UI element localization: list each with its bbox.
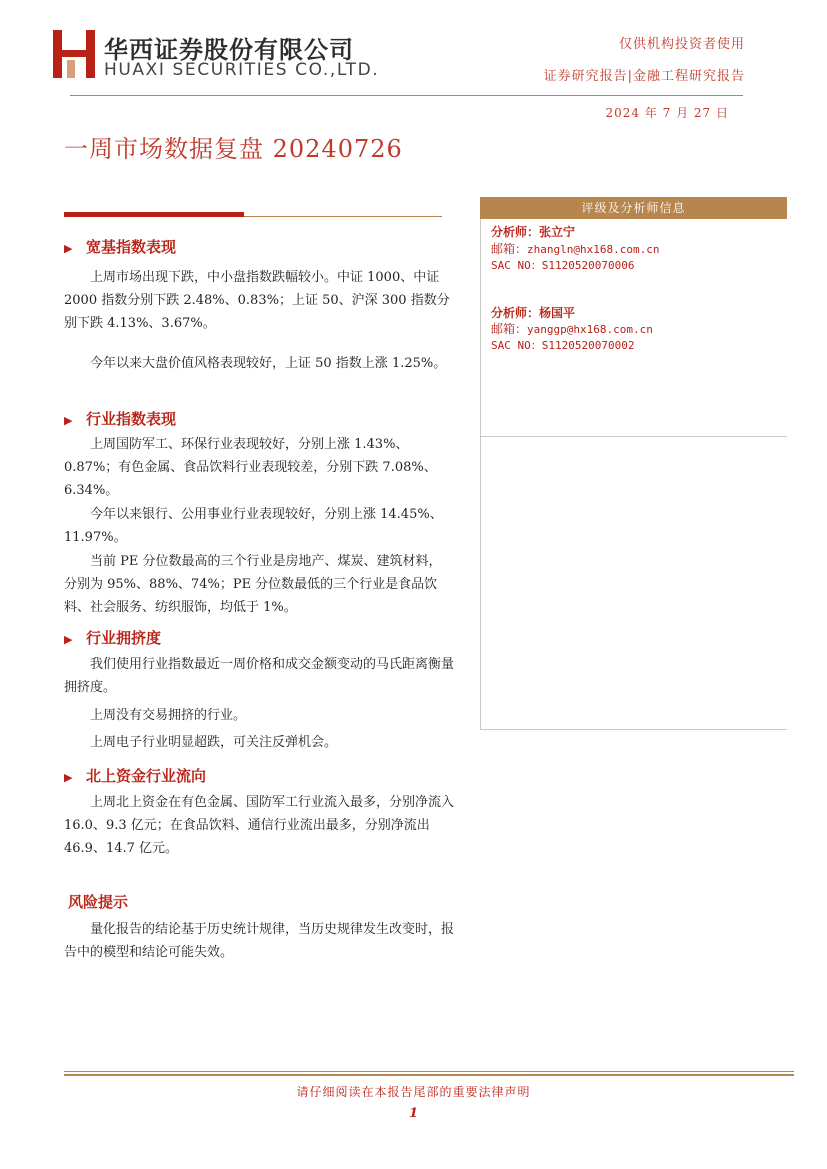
title-divider-thick	[64, 212, 244, 217]
report-type: 证券研究报告|金融工程研究报告	[543, 69, 745, 84]
report-date: 2024 年 7 月 27 日	[605, 106, 729, 120]
triangle-bullet-icon: ▶	[64, 633, 73, 646]
sidebar-bottom-border	[480, 729, 787, 730]
section-heading: ▶ 宽基指数表现	[64, 238, 177, 256]
section-heading: ▶ 北上资金行业流向	[64, 767, 207, 785]
triangle-bullet-icon: ▶	[64, 414, 73, 427]
paragraph: 今年以来大盘价值风格表现较好，上证 50 指数上涨 1.25%。	[90, 356, 447, 371]
page-number: 1	[408, 1106, 419, 1121]
section-heading: ▶ 行业指数表现	[64, 410, 177, 428]
analyst-email: 邮箱：zhangln@hx168.com.cn	[491, 242, 660, 256]
analyst-sac: SAC NO：S1120520070002	[491, 339, 635, 352]
analyst-email: 邮箱：yanggp@hx168.com.cn	[491, 322, 653, 336]
paragraph: 我们使用行业指数最近一周价格和成交金额变动的马氏距离衡量拥挤度。	[64, 657, 455, 695]
analyst-name: 分析师：杨国平	[491, 306, 576, 320]
audience-note: 仅供机构投资者使用	[618, 37, 745, 52]
footer-divider-thin	[64, 1071, 794, 1072]
huaxi-logo-icon	[53, 30, 95, 78]
paragraph: 上周市场出现下跌，中小盘指数跌幅较小。中证 1000、中证 2000 指数分别下跌 2.48%、0.83%；上证 50、沪深 300 指数分别下跌 4.13%、3.67%。	[64, 270, 450, 331]
company-name-cn: 华西证券股份有限公司	[104, 36, 354, 64]
paragraph: 今年以来银行、公用事业行业表现较好，分别上涨 14.45%、11.97%。	[64, 507, 443, 545]
triangle-bullet-icon: ▶	[64, 242, 73, 255]
sidebar-divider	[480, 436, 787, 437]
analyst-email-link[interactable]: yanggp@hx168.com.cn	[527, 323, 653, 336]
section-heading: ▶ 行业拥挤度	[64, 629, 162, 647]
sidebar-left-border	[480, 219, 481, 729]
title-divider-thin	[244, 216, 442, 217]
paragraph: 上周没有交易拥挤的行业。	[90, 708, 247, 723]
risk-paragraph: 量化报告的结论基于历史统计规律，当历史规律发生改变时，报告中的模型和结论可能失效。	[64, 922, 455, 960]
footer-legal-note: 请仔细阅读在本报告尾部的重要法律声明	[296, 1085, 531, 1099]
paragraph: 上周北上资金在有色金属、国防军工行业流入最多，分别净流入 16.0、9.3 亿元；在食品饮料、通信行业流出最多，分别净流出 46.9、14.7 亿元。	[64, 795, 455, 856]
footer-divider-thick	[64, 1074, 794, 1076]
paragraph: 当前 PE 分位数最高的三个行业是房地产、煤炭、建筑材料，分别为 95%、88%、74%；PE 分位数最低的三个行业是食品饮料、社会服务、纺织服饰，均低于 1%。	[64, 554, 442, 615]
risk-heading: 风险提示	[68, 893, 129, 911]
sidebar-header: 评级及分析师信息	[480, 198, 787, 219]
paragraph: 上周电子行业明显超跌，可关注反弹机会。	[90, 735, 338, 750]
analyst-sac: SAC NO：S1120520070006	[491, 259, 635, 272]
analyst-name: 分析师：张立宁	[491, 225, 576, 239]
analyst-email-link[interactable]: zhangln@hx168.com.cn	[527, 243, 660, 256]
company-name-en: HUAXI SECURITIES CO.,LTD.	[104, 60, 380, 80]
report-title: 一周市场数据复盘 20240726	[64, 135, 403, 163]
header-divider	[70, 95, 743, 96]
paragraph: 上周国防军工、环保行业表现较好，分别上涨 1.43%、0.87%；有色金属、食品饮料行业表现较差，分别下跌 7.08%、6.34%。	[64, 437, 437, 498]
triangle-bullet-icon: ▶	[64, 771, 73, 784]
